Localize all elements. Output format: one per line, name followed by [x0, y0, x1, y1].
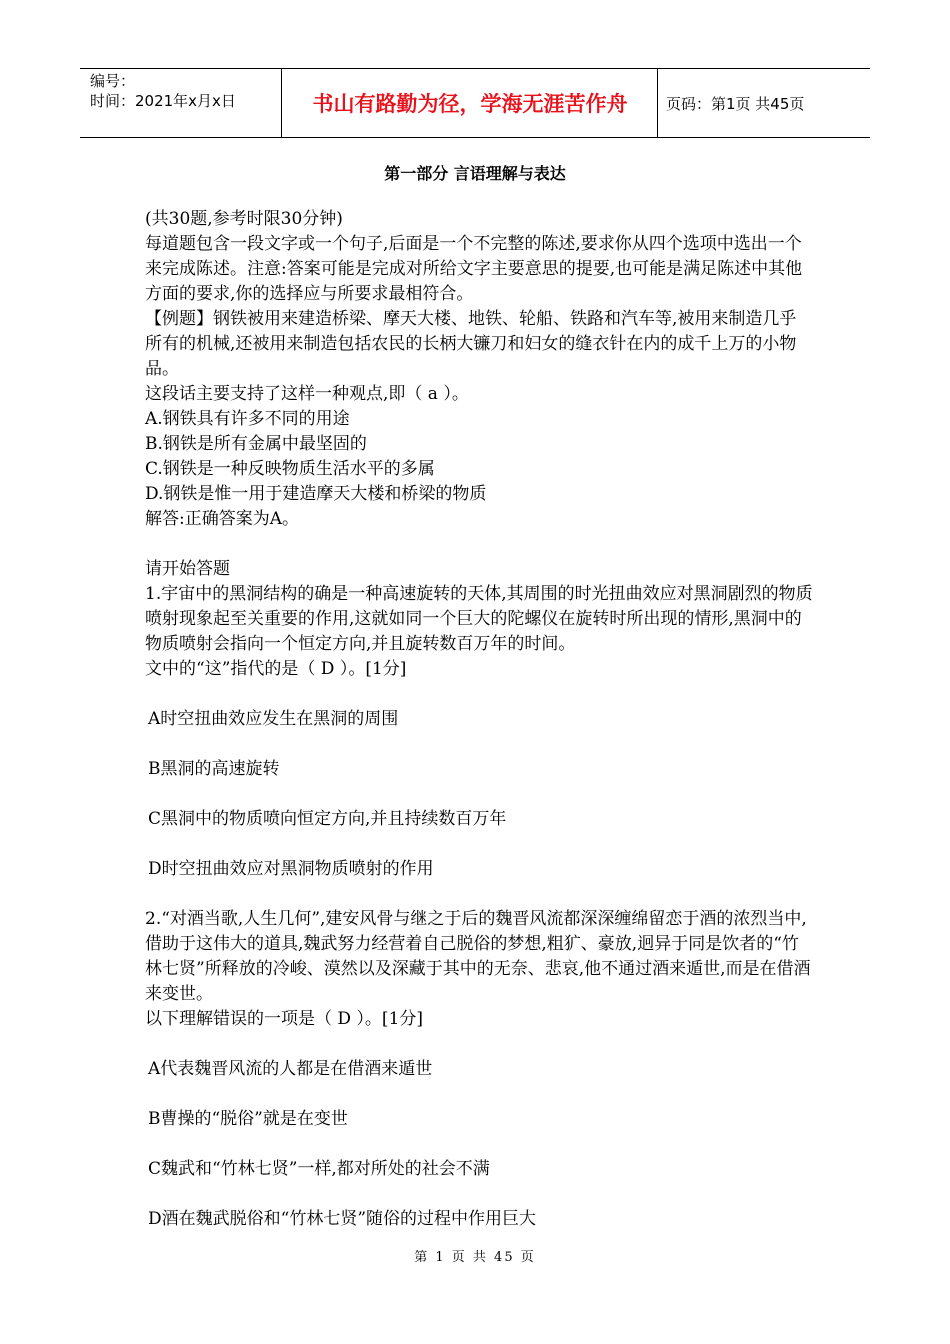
example-question: 这段话主要支持了这样一种观点,即（ a ）。 [145, 384, 469, 404]
header-meta [80, 69, 282, 137]
page-header [80, 68, 870, 138]
number-label: 编号： [90, 72, 136, 90]
page-footer: 第 1 页 共 45 页 [414, 1250, 536, 1265]
spacer [145, 1132, 813, 1157]
section-title: 第一部分 言语理解与表达 [384, 164, 566, 183]
example-text: 【例题】钢铁被用来建造桥梁、摩天大楼、地铁、轮船、铁路和汽车等,被用来制造几乎所有的机械,还被用来制造包括农民的长柄大镰刀和妇女的缝衣针在内的成千上万的小物品。 [145, 309, 797, 379]
spacer [145, 1082, 813, 1107]
spacer [145, 532, 813, 557]
header-motto: 书山有路勤为径，学海无涯苦作舟 [283, 69, 658, 137]
intro-note: (共30题,参考时限30分钟) [145, 209, 343, 229]
question-2-option: D酒在魏武脱俗和“竹林七贤”随俗的过程中作用巨大 [148, 1209, 537, 1229]
start-label: 请开始答题 [145, 559, 230, 579]
spacer [145, 832, 813, 857]
question-2-text: 2.“对酒当歌,人生几何”,建安风骨与继之于后的魏晋风流都深深缠绵留恋于酒的浓烈当中,借助于这伟大的道具,魏武努力经营着自己脱俗的梦想,粗犷、豪放,迥异于同是饮者的“竹林七贤”所释放的冷峻、漠然以及深藏于其中的无奈、悲哀,他不通过酒来遁世,而是在借酒来变世。 [145, 909, 811, 1004]
question-2-option: A代表魏晋风流的人都是在借酒来遁世 [148, 1059, 433, 1079]
question-2-option: B曹操的“脱俗”就是在变世 [148, 1109, 348, 1129]
spacer [145, 1032, 813, 1057]
spacer [145, 782, 813, 807]
question-1-option: C黑洞中的物质喷向恒定方向,并且持续数百万年 [148, 809, 507, 829]
example-option: D.钢铁是惟一用于建造摩天大楼和桥梁的物质 [145, 484, 487, 504]
question-1-prompt: 文中的“这”指代的是（ D ）。[1分] [145, 659, 407, 679]
question-2-prompt: 以下理解错误的一项是（ D ）。[1分] [145, 1009, 424, 1029]
example-option: C.钢铁是一种反映物质生活水平的多属 [145, 459, 435, 479]
document-body [145, 207, 813, 1232]
date-label: 时间：2021年x月x日 [90, 92, 236, 110]
example-answer: 解答:正确答案为A。 [145, 509, 300, 529]
example-option: B.钢铁是所有金属中最坚固的 [145, 434, 367, 454]
question-2-option: C魏武和“竹林七贤”一样,都对所处的社会不满 [148, 1159, 490, 1179]
spacer [145, 1182, 813, 1207]
question-1-option: A时空扭曲效应发生在黑洞的周围 [148, 709, 399, 729]
question-1-text: 1.宇宙中的黑洞结构的确是一种高速旋转的天体,其周围的时光扭曲效应对黑洞剧烈的物质喷射现象起至关重要的作用,这就如同一个巨大的陀螺仪在旋转时所出现的情形,黑洞中的物质喷射会指向一个恒定方向,并且旋转数百万年的时间。 [145, 584, 813, 654]
spacer [145, 732, 813, 757]
example-option: A.钢铁具有许多不同的用途 [145, 409, 350, 429]
spacer [145, 682, 813, 707]
question-1-option: B黑洞的高速旋转 [148, 759, 280, 779]
header-page-info: 页码：第1页 共45页 [666, 94, 805, 113]
intro-instructions: 每道题包含一段文字或一个句子,后面是一个不完整的陈述,要求你从四个选项中选出一个来完成陈述。注意:答案可能是完成对所给文字主要意思的提要,也可能是满足陈述中其他方面的要求,你的选择应与所要求最相符合。 [145, 234, 803, 304]
spacer [145, 882, 813, 907]
question-1-option: D时空扭曲效应对黑洞物质喷射的作用 [148, 859, 434, 879]
